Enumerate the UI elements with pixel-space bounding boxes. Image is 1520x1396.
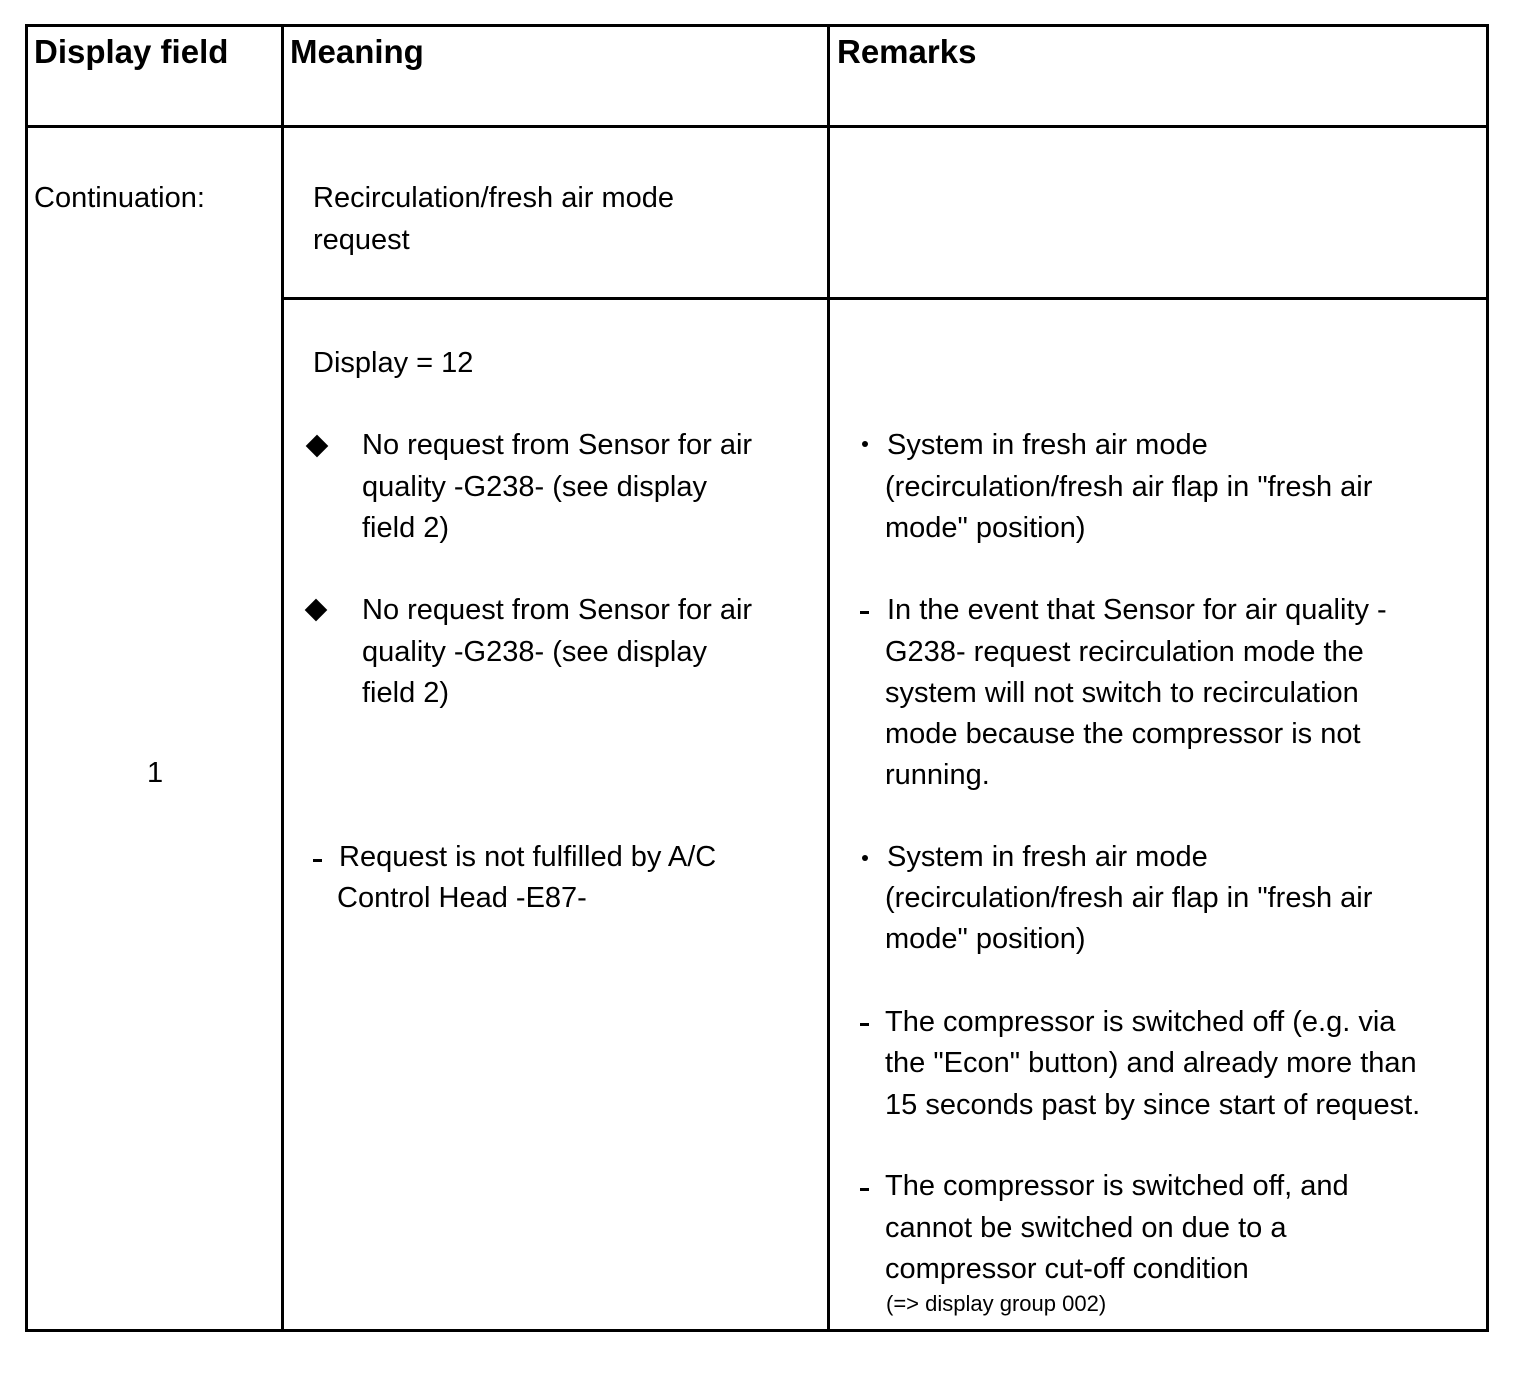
remark-4-line-2: the "Econ" button) and already more than: [885, 1047, 1417, 1079]
dash-bullet-icon: [313, 859, 322, 862]
column-divider-2: [827, 24, 830, 1332]
remark-footnote: (=> display group 002): [886, 1291, 1107, 1316]
header-display-field: Display field: [34, 33, 229, 70]
remark-1-line-1: System in fresh air mode: [887, 429, 1208, 461]
meaning-title-line-1: Recirculation/fresh air mode: [313, 182, 675, 214]
meaning-item-1-line-2: quality -G238- (see display: [362, 471, 707, 503]
meaning-item-2-line-3: field 2): [362, 677, 450, 709]
meaning-item-1-line-3: field 2): [362, 512, 450, 544]
remark-2-line-2: G238- request recirculation mode the: [885, 636, 1364, 668]
remark-5-line-1: The compressor is switched off, and: [885, 1170, 1349, 1202]
remark-2-line-5: running.: [885, 759, 990, 791]
remark-2-line-1: In the event that Sensor for air quality -: [887, 594, 1387, 626]
dot-bullet-icon: [862, 441, 868, 447]
dash-bullet-icon: [860, 1188, 869, 1191]
remark-5-line-3: compressor cut-off condition: [885, 1253, 1249, 1285]
continuation-label: Continuation:: [34, 182, 205, 214]
meaning-title-divider: [281, 297, 1489, 300]
display-field-number: 1: [147, 757, 164, 789]
header-remarks: Remarks: [837, 33, 977, 70]
dot-bullet-icon: [862, 855, 868, 861]
remark-3-line-1: System in fresh air mode: [887, 841, 1208, 873]
dash-bullet-icon: [860, 1023, 869, 1026]
display-value: Display = 12: [313, 347, 474, 379]
meaning-item-3-line-1: Request is not fulfilled by A/C: [339, 841, 717, 873]
meaning-item-2-line-1: No request from Sensor for air: [362, 594, 753, 626]
meaning-title-line-2: request: [313, 224, 410, 256]
remark-3-line-3: mode" position): [885, 923, 1086, 955]
meaning-item-1-line-1: No request from Sensor for air: [362, 429, 753, 461]
remark-4-line-3: 15 seconds past by since start of request.: [885, 1089, 1421, 1121]
meaning-item-2-line-2: quality -G238- (see display: [362, 636, 707, 668]
header-meaning: Meaning: [290, 33, 424, 70]
remark-4-line-1: The compressor is switched off (e.g. via: [885, 1006, 1396, 1038]
remark-1-line-2: (recirculation/fresh air flap in "fresh air: [885, 471, 1373, 503]
remark-2-line-3: system will not switch to recirculation: [885, 677, 1359, 709]
remark-1-line-3: mode" position): [885, 512, 1086, 544]
remark-3-line-2: (recirculation/fresh air flap in "fresh air: [885, 882, 1373, 914]
column-divider-1: [281, 24, 284, 1332]
remark-2-line-4: mode because the compressor is not: [885, 718, 1361, 750]
dash-bullet-icon: [860, 611, 869, 614]
remark-5-line-2: cannot be switched on due to a: [885, 1212, 1287, 1244]
meaning-item-3-line-2: Control Head -E87-: [337, 882, 587, 914]
header-divider: [25, 125, 1489, 128]
